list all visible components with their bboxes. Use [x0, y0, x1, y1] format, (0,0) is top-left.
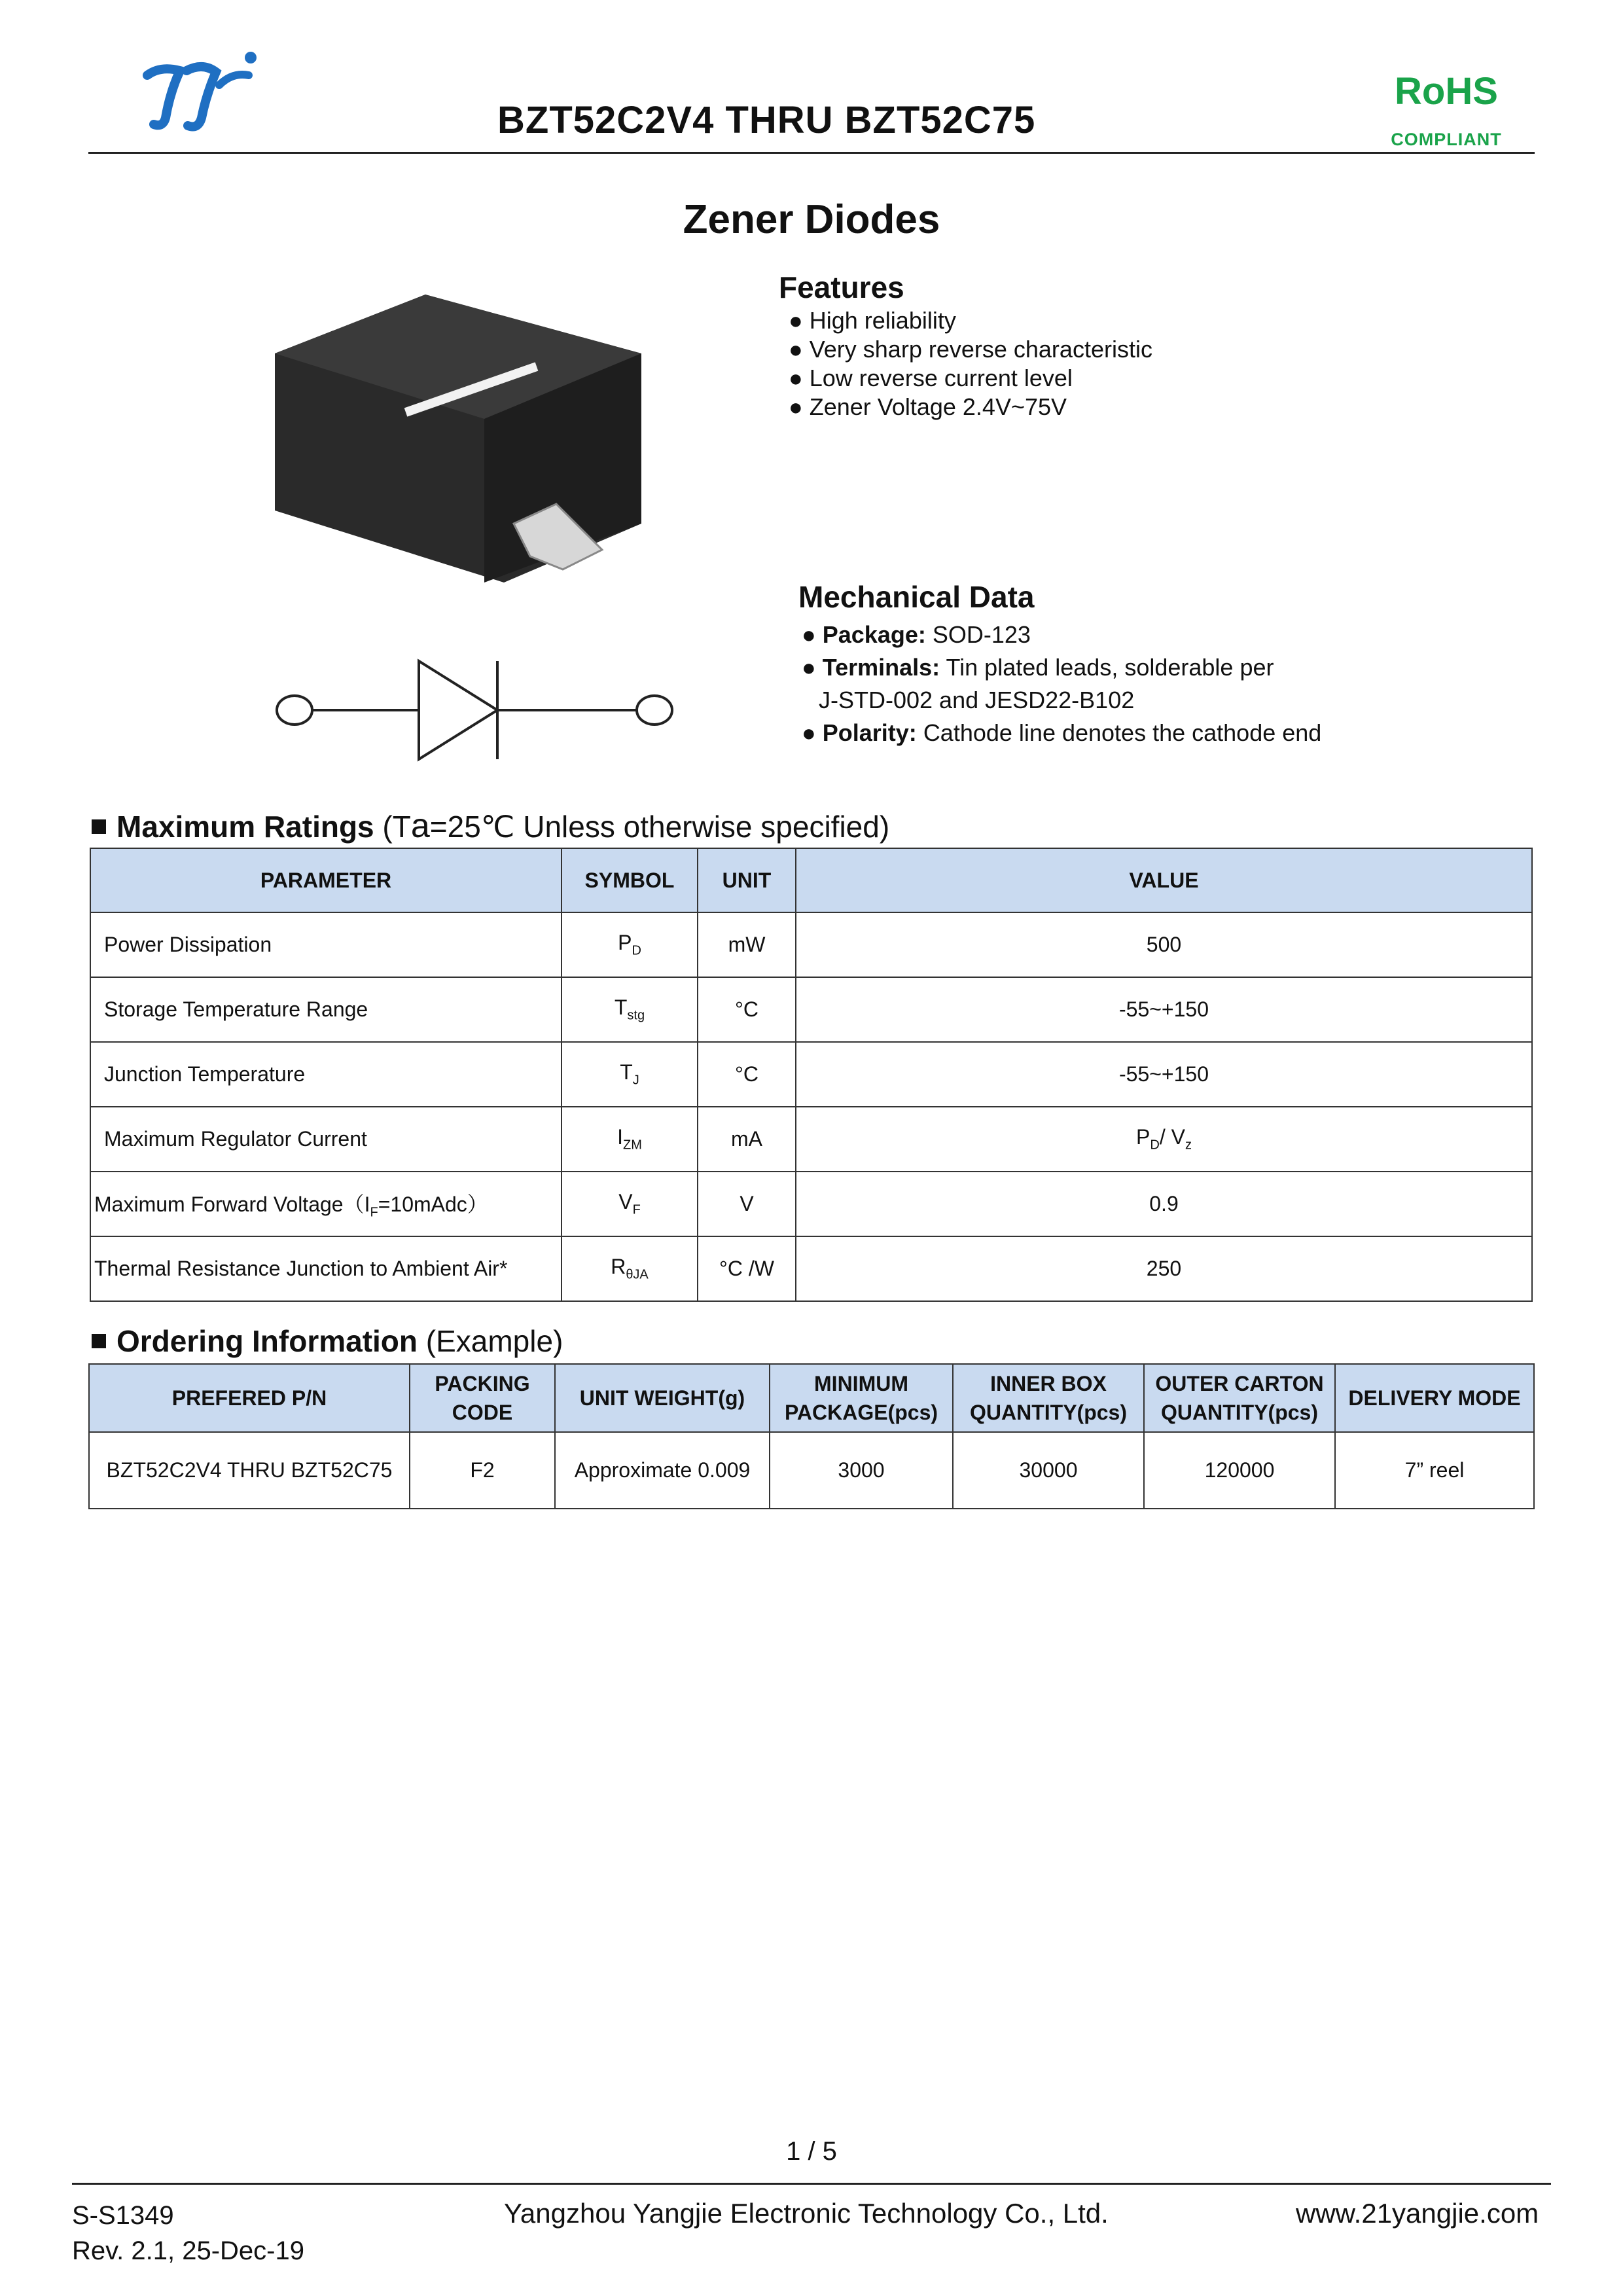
unit-cell: mW [698, 912, 796, 977]
diode-symbol-image [164, 628, 772, 812]
symbol-text: P [618, 931, 632, 955]
table-row [90, 1172, 1532, 1236]
mechanical-data-title: Mechanical Data [798, 580, 1035, 614]
section-bullet-icon [92, 819, 106, 834]
package-label: Package: [822, 621, 926, 648]
value-cell: -55~+150 [796, 977, 1532, 1042]
value-text: P [1136, 1125, 1150, 1149]
header-line: QUANTITY(pcs) [970, 1401, 1127, 1424]
header-line: PACKAGE(pcs) [784, 1401, 938, 1424]
terminals-item [802, 651, 1321, 684]
param-subscript: F [370, 1205, 378, 1220]
param-cell: Junction Temperature [90, 1042, 562, 1107]
ordering-table [88, 1363, 1535, 1509]
doc-number: S-S1349 [72, 2201, 174, 2230]
param-cell: Power Dissipation [90, 912, 562, 977]
website-link[interactable]: www.21yangjie.com [1296, 2198, 1539, 2229]
mechanical-data-list [802, 619, 1321, 749]
symbol-cell [562, 1107, 698, 1172]
column-header: SYMBOL [562, 848, 698, 912]
header-line: PREFERED P/N [171, 1386, 327, 1410]
symbol-text: I [617, 1125, 623, 1149]
footer-doc-info [72, 2198, 304, 2269]
header-rule [88, 152, 1535, 154]
table-row [90, 1236, 1532, 1301]
terminals-label: Terminals: [822, 654, 940, 681]
revision: Rev. 2.1, 25-Dec-19 [72, 2236, 304, 2265]
value-cell: 0.9 [796, 1172, 1532, 1236]
inner-box-cell: 30000 [953, 1432, 1144, 1509]
table-header-row [89, 1364, 1534, 1432]
header-line: INNER BOX [990, 1372, 1107, 1395]
polarity-value: Cathode line denotes the cathode end [923, 719, 1322, 746]
table-row [90, 1042, 1532, 1107]
yangjie-logo [134, 46, 265, 137]
max-ratings-cond-sub: a [410, 807, 430, 845]
header-line: OUTER CARTON [1155, 1372, 1324, 1395]
table-header-row [90, 848, 1532, 912]
page-number: 1 / 5 [786, 2137, 837, 2166]
symbol-text: R [611, 1255, 626, 1279]
feature-item: ● High reliability [789, 306, 1152, 335]
symbol-subscript: F [632, 1202, 641, 1217]
unit-cell: mA [698, 1107, 796, 1172]
features-list [789, 306, 1152, 422]
feature-item: ● Zener Voltage 2.4V~75V [789, 393, 1152, 422]
ordering-title: Ordering Information [116, 1324, 418, 1358]
max-ratings-cond-prefix: (T [382, 810, 411, 844]
symbol-text: T [614, 996, 628, 1020]
column-header: PARAMETER [90, 848, 562, 912]
rohs-badge [1361, 72, 1531, 150]
value-cell [796, 1107, 1532, 1172]
part-number-cell: BZT52C2V4 THRU BZT52C75 [89, 1432, 410, 1509]
max-ratings-table [90, 848, 1533, 1302]
symbol-subscript: J [632, 1073, 639, 1088]
column-header: VALUE [796, 848, 1532, 912]
polarity-label: Polarity: [822, 719, 917, 746]
max-ratings-heading [92, 806, 889, 846]
header-line: DELIVERY MODE [1348, 1386, 1521, 1410]
value-subscript: z [1185, 1138, 1192, 1153]
unit-cell: °C [698, 977, 796, 1042]
param-cell: Storage Temperature Range [90, 977, 562, 1042]
features-title: Features [779, 270, 904, 304]
header-line: MINIMUM [814, 1372, 908, 1395]
package-item [802, 619, 1321, 651]
feature-item: ● Low reverse current level [789, 364, 1152, 393]
symbol-text: V [618, 1190, 633, 1214]
document-title: BZT52C2V4 THRU BZT52C75 [497, 99, 1036, 141]
max-ratings-title: Maximum Ratings [116, 810, 374, 844]
unit-cell: °C [698, 1042, 796, 1107]
column-header: UNIT [698, 848, 796, 912]
terminals-value: Tin plated leads, solderable per [946, 654, 1274, 681]
feature-item: ● Very sharp reverse characteristic [789, 335, 1152, 364]
symbol-subscript: θJA [626, 1267, 649, 1282]
value-cell: -55~+150 [796, 1042, 1532, 1107]
min-package-cell: 3000 [770, 1432, 953, 1509]
unit-cell: °C /W [698, 1236, 796, 1301]
param-cell: Maximum Regulator Current [90, 1107, 562, 1172]
table-row [90, 1107, 1532, 1172]
header-line: QUANTITY(pcs) [1161, 1401, 1318, 1424]
max-ratings-cond-rest: =25℃ Unless otherwise specified) [429, 810, 890, 844]
section-bullet-icon [92, 1334, 106, 1348]
value-subscript: D [1150, 1138, 1160, 1153]
column-header [953, 1364, 1144, 1432]
symbol-text: T [620, 1060, 633, 1085]
column-header [1335, 1364, 1534, 1432]
table-row [89, 1432, 1534, 1509]
symbol-subscript: ZM [623, 1138, 642, 1153]
column-header [555, 1364, 770, 1432]
package-value: SOD-123 [932, 621, 1031, 648]
symbol-cell [562, 1172, 698, 1236]
value-cell: 250 [796, 1236, 1532, 1301]
table-row [90, 912, 1532, 977]
company-name: Yangzhou Yangjie Electronic Technology Co., Ltd. [504, 2198, 1109, 2229]
ordering-heading [92, 1323, 563, 1359]
outer-carton-cell: 120000 [1144, 1432, 1335, 1509]
sod123-package-image [262, 275, 654, 602]
column-header [1144, 1364, 1335, 1432]
delivery-mode-cell: 7” reel [1335, 1432, 1534, 1509]
unit-cell: V [698, 1172, 796, 1236]
param-text: Maximum Forward Voltage（I [94, 1192, 370, 1216]
symbol-subscript: stg [627, 1008, 645, 1023]
value-cell: 500 [796, 912, 1532, 977]
symbol-subscript: D [632, 943, 641, 958]
table-row [90, 977, 1532, 1042]
polarity-item [802, 717, 1321, 749]
packing-code-cell: F2 [410, 1432, 555, 1509]
symbol-cell [562, 1236, 698, 1301]
param-text: =10mAdc） [378, 1192, 488, 1216]
column-header [410, 1364, 555, 1432]
value-text: / V [1159, 1125, 1185, 1149]
column-header [89, 1364, 410, 1432]
param-cell [90, 1172, 562, 1236]
rohs-label: RoHS [1395, 70, 1498, 113]
header-line: CODE [452, 1401, 513, 1424]
param-cell: Thermal Resistance Junction to Ambient Air* [90, 1236, 562, 1301]
symbol-cell [562, 977, 698, 1042]
symbol-cell [562, 1042, 698, 1107]
ordering-subtitle: (Example) [425, 1324, 563, 1358]
compliant-label: COMPLIANT [1391, 130, 1502, 149]
header-line: PACKING [435, 1372, 530, 1395]
symbol-cell [562, 912, 698, 977]
terminals-continuation: J-STD-002 and JESD22-B102 [819, 687, 1135, 713]
header-line: UNIT WEIGHT(g) [579, 1386, 745, 1410]
footer-rule [72, 2183, 1551, 2185]
column-header [770, 1364, 953, 1432]
unit-weight-cell: Approximate 0.009 [555, 1432, 770, 1509]
main-heading: Zener Diodes [683, 197, 940, 242]
